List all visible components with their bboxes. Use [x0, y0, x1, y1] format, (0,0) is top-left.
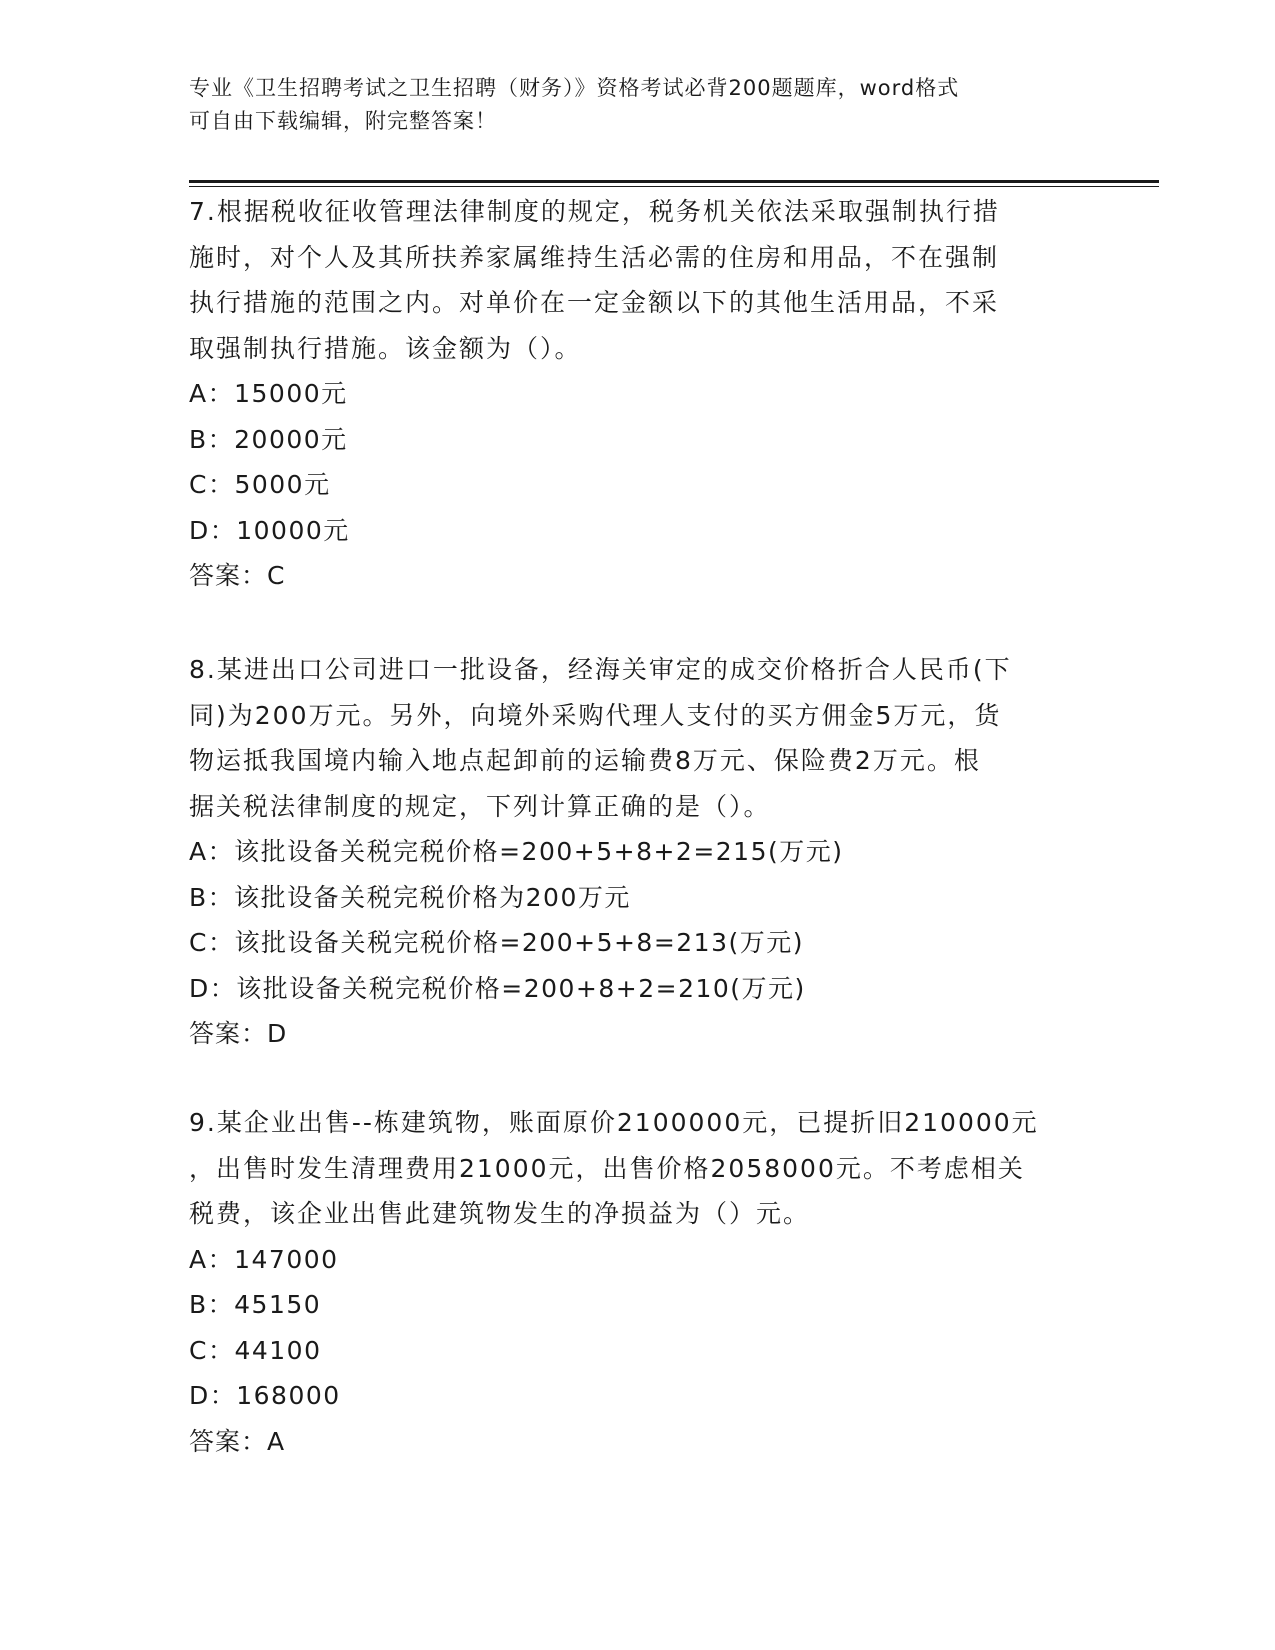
option-d: D：168000 [189, 1381, 341, 1410]
option-a: A：该批设备关税完税价格=200+5+8+2=215(万元) [189, 837, 844, 866]
stem-line: 8.某进出口公司进口一批设备，经海关审定的成交价格折合人民币(下 [189, 655, 1012, 684]
option-d: D：10000元 [189, 515, 350, 545]
stem-line: 施时，对个人及其所扶养家属维持生活必需的住房和用品，不在强制 [189, 242, 1000, 272]
option-d: D：该批设备关税完税价格=200+8+2=210(万元) [189, 973, 806, 1003]
question-stem [189, 647, 1089, 829]
stem-line: 同)为200万元。另外，向境外采购代理人支付的买方佣金5万元，货 [189, 700, 1002, 730]
answer-line: 答案：A [189, 1426, 286, 1456]
header-line: 专业《卫生招聘考试之卫生招聘（财务）》资格考试必背200题题库，word格式 [189, 76, 960, 100]
stem-line: 据关税法律制度的规定，下列计算正确的是（）。 [189, 791, 771, 821]
question-stem [189, 1100, 1089, 1237]
option-c: C：5000元 [189, 470, 331, 499]
stem-line: 执行措施的范围之内。对单价在一定金额以下的其他生活用品，不采 [189, 288, 1000, 317]
option-a: A：147000 [189, 1244, 339, 1274]
question-stem [189, 189, 1089, 371]
question-8 [189, 647, 1089, 1057]
question-9 [189, 1100, 1089, 1464]
stem-line: ，出售时发生清理费用21000元，出售价格2058000元。不考虑相关 [189, 1153, 1025, 1183]
option-b: B：20000元 [189, 424, 348, 454]
answer-line: 答案：C [189, 561, 286, 590]
header-divider-thin [189, 186, 1159, 187]
option-b: B：45150 [189, 1290, 322, 1319]
option-a: A：15000元 [189, 379, 348, 408]
header-line: 可自由下载编辑，附完整答案！ [189, 109, 497, 133]
option-b: B：该批设备关税完税价格为200万元 [189, 882, 631, 912]
stem-line: 物运抵我国境内输入地点起卸前的运输费8万元、保险费2万元。根 [189, 746, 981, 775]
option-c: C：44100 [189, 1335, 322, 1365]
question-7 [189, 189, 1089, 599]
document-header [189, 72, 1069, 138]
header-divider-thick [189, 180, 1159, 183]
answer-line: 答案：D [189, 1019, 288, 1048]
stem-line: 7.根据税收征收管理法律制度的规定，税务机关依法采取强制执行措 [189, 197, 1000, 226]
stem-line: 9.某企业出售--栋建筑物，账面原价2100000元，已提折旧210000元 [189, 1108, 1039, 1137]
option-c: C：该批设备关税完税价格=200+5+8=213(万元) [189, 928, 804, 957]
stem-line: 税费，该企业出售此建筑物发生的净损益为（）元。 [189, 1199, 811, 1228]
stem-line: 取强制执行措施。该金额为（）。 [189, 333, 582, 363]
